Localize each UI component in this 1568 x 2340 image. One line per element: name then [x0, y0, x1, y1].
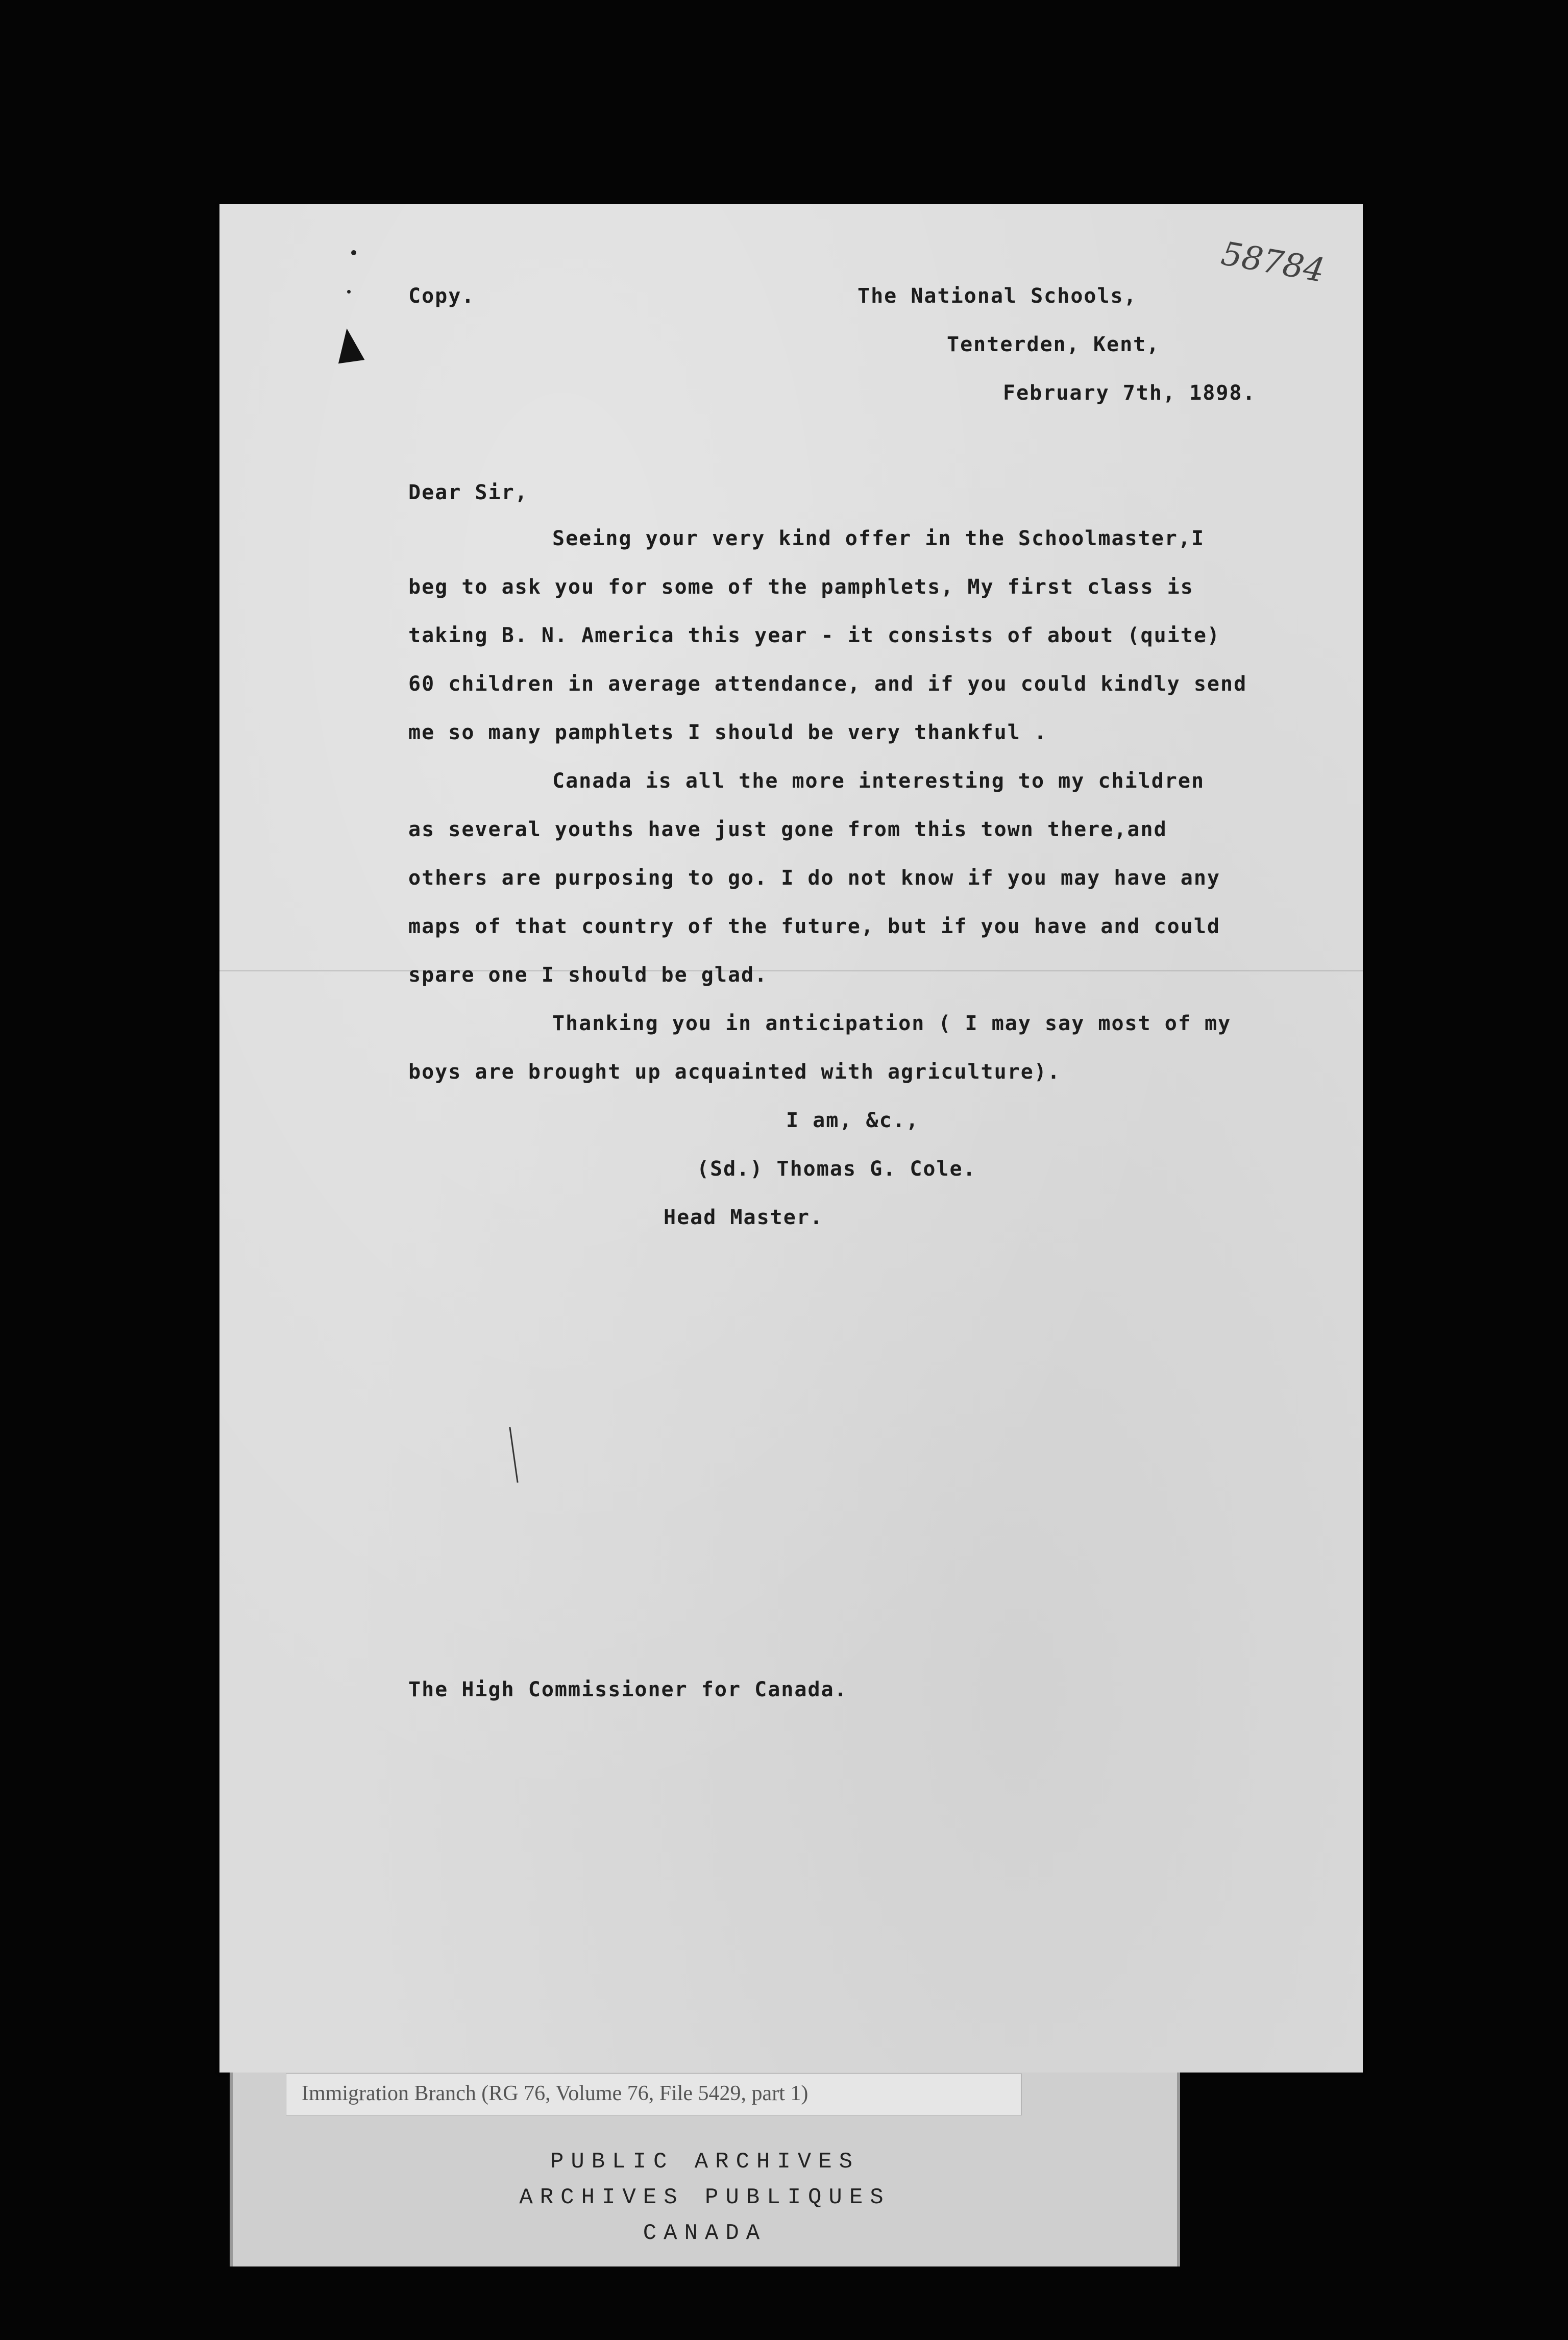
body-line: maps of that country of the future, but if you have and could	[408, 915, 1221, 938]
archive-reference: Immigration Branch (RG 76, Volume 76, File 5429, part 1)	[302, 2082, 808, 2105]
archive-reference-label	[286, 2074, 1022, 2115]
addressee: The High Commissioner for Canada.	[408, 1678, 848, 1701]
body-line: Thanking you in anticipation ( I may say most of my	[552, 1012, 1232, 1035]
body-line: boys are brought up acquainted with agriculture).	[408, 1060, 1061, 1084]
page-fold-line	[219, 970, 1363, 971]
closing: I am, &c.,	[786, 1109, 919, 1132]
letter-page	[219, 204, 1363, 2073]
handwritten-file-number: 58784	[1218, 235, 1328, 290]
body-line: Seeing your very kind offer in the Schoolmaster,I	[552, 527, 1205, 550]
signatory-title: Head Master.	[664, 1206, 823, 1229]
body-line: 60 children in average attendance, and if you could kindly send	[408, 672, 1247, 696]
body-line: as several youths have just gone from this town there,and	[408, 818, 1167, 841]
copy-label: Copy.	[408, 284, 475, 308]
margin-mark-icon	[334, 327, 365, 364]
pencil-mark	[509, 1427, 518, 1482]
address-line-1: The National Schools,	[857, 284, 1137, 308]
margin-dot	[351, 250, 356, 255]
margin-dot	[347, 290, 351, 294]
body-line: spare one I should be glad.	[408, 963, 768, 987]
body-line: beg to ask you for some of the pamphlets, My first class is	[408, 575, 1194, 599]
signature: (Sd.) Thomas G. Cole.	[697, 1157, 976, 1181]
body-line: Canada is all the more interesting to my children	[552, 769, 1205, 793]
stamp-line: CANADA	[643, 2221, 767, 2246]
stamp-line: PUBLIC ARCHIVES	[550, 2149, 860, 2175]
address-line-2: Tenterden, Kent,	[947, 333, 1160, 356]
salutation: Dear Sir,	[408, 481, 528, 504]
body-line: taking B. N. America this year - it consists of about (quite)	[408, 624, 1221, 647]
stamp-line: ARCHIVES PUBLIQUES	[519, 2185, 891, 2210]
letter-date: February 7th, 1898.	[1003, 381, 1256, 405]
body-line: others are purposing to go. I do not know if you may have any	[408, 866, 1221, 890]
body-line: me so many pamphlets I should be very thankful .	[408, 721, 1047, 744]
